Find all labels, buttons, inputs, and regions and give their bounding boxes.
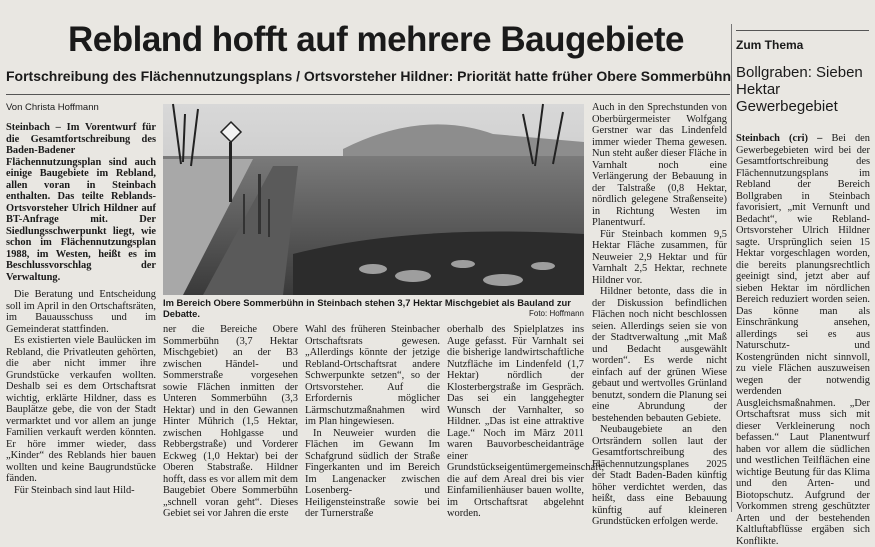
paragraph: Es existierten viele Baulücken im Rebland, die Privatleuten gehörten, die aber nicht immer ihre Grundstücke verkaufen wollten. Deshalb sei es dem Ortschaftsrat wichtig, erklärte Hildner, dass es Bauplätze gebe, die von der Stadt vermarktet und vor allem an junge Familien verkauft werden könnten. Er höre immer wieder, dass „Kinder“ des Reblands hier bauen wollten und keine Baugrundstücke fänden.: [6, 335, 156, 484]
byline: Von Christa Hoffmann: [6, 102, 99, 113]
paragraph: Wahl des früheren Steinbacher Ortschaftsrats gewesen. „Allerdings könnte der jetzige Rebland-Ortschaftsrat andere Schwerpunkte setzen“, so der Ortsvorsteher. Auf die Erfordernis möglicher Lärmschutzmaßnahmen wird im Plan hingewiesen.: [305, 324, 440, 427]
article-subheadline: Fortschreibung des Flächennutzungsplans / Ortsvorsteher Hildner: Priorität hatte früher Obere Sommerbühn: [6, 68, 731, 84]
article-photo: [163, 104, 584, 295]
paragraph: Für Steinbach sind laut Hild-: [14, 484, 135, 496]
article-headline: Rebland hofft auf mehrere Baugebiete: [68, 20, 684, 59]
paragraph: Die Beratung und Entscheidung soll im April in den Ortschaftsräten, im Bauausschuss und im Gemeinderat stattfinden.: [6, 289, 156, 335]
sidebar-title: Bollgraben: Sieben Hektar Gewerbegebiet: [736, 64, 863, 115]
paragraph: In Neuweier wurden die Flächen im Gewann Im Schafgrund südlich der Straße Fingerkanten und im Bereich Im Langenacker zwischen Losenberg- und Heiligensteinstraße sowie bei der Turnerstraße: [305, 427, 440, 519]
column-3: [305, 324, 440, 519]
header-rule: [6, 94, 730, 95]
paragraph: Hildner betonte, dass die in der Diskussion befindlichen Flächen noch nicht beschlossen seien. Allerdings seien sie von der Stadtverwaltung „mit Maß und Bedacht ausgewählt worden“. Es werde nicht einfach auf der grünen Wiese gebaut und wertvolles Grünland benutzt, sondern die Planung sei eine Abrundung der bestehenden bebauten Gebiete.: [592, 286, 727, 424]
landscape-photo-graphic: [163, 104, 584, 295]
paragraph: Neubaugebiete an den Ortsrändern sollen laut der Gesamtfortschreibung des Flächennutzungsplanes 2025 der Stadt Baden-Baden künftig höher verdichtet werden, das heißt, dass eine Bebauung künftig auf kleineren Grundstücken erfolgen werde.: [592, 424, 727, 527]
paragraph: Auch in den Sprechstunden von Oberbürgermeister Wolfgang Gerstner war das Lindenfeld immer wieder Thema gewesen. Nun steht außer dieser Fläche in Varnhalt noch eine Verlängerung der Bebauung in der Talstraße (0,8 Hektar, nördlich gelegene Straßenseite) in Richtung Westen im Planentwurf.: [592, 102, 727, 228]
sidebar-divider: [731, 24, 732, 512]
sidebar-text: Bei den Gewerbegebieten wird bei der Gesamtfortschreibung des Flächennutzungsplans im Rebland der Bereich Bollgraben in Steinbach favorisiert, „mit Vernunft und Bedacht“, wie Rebland-Ortsvorsteher Ulrich Hildner sagte. Ursprünglich seien 15 Hektar vorgeschlagen worden, die bereits planungsrechtlich geeinigt sind, jetzt aber auf sieben Hektar im nördlichen Bereich reduziert worden seien. Das könne man als Einschränkung ansehen, allerdings sei es aus Naturschutz- und Kostengründen nicht sinnvoll, zu viele Flächen auszuweisen wegen der notwendig werdenden Ausgleichsmaßnahmen. „Der Ortschaftsrat muss sich mit dieser Verkleinerung noch befassen.“ Laut Planentwurf haben vor allem die südlichen und westlichen Teilflächen eine wichtige Beutung für das Klima und den Arten- und Biotopschutz. Aufgrund der Vorkommen streng geschützter Arten und der bestehenden Kaltluftabflüsse ergäben sich Konflikte.: [736, 133, 870, 547]
sidebar-lead: Steinbach (cri) –: [736, 133, 823, 144]
sidebar-label: Zum Thema: [736, 38, 804, 52]
sidebar-column: [736, 133, 870, 547]
photo-caption: [163, 297, 584, 319]
article-lead: Steinbach – Im Vorentwurf für die Gesamtfortschreibung des Baden-Badener Flächennutzungsplan sind auch einige Baugebiete im Rebland, allen voran in Steinbach enthalten. Das teilte Reblands-Ortsvorsteher Ulrich Hildner auf BT-Anfrage mit. Der Siedlungsschwerpunkt liegt, wie schon im Flächennutzungsplan 1988, im Westen, heißt es im Beschlussvorschlag der Verwaltung.: [6, 122, 156, 283]
paragraph: oberhalb des Spielplatzes ins Auge gefasst. Für Varnhalt sei die bisherige landwirtschaftliche Nutzfläche im Lindenfeld (1,7 Hektar) nördlich der Klosterbergstraße im Gespräch. Das sei ein langgehegter Wunsch der Varnhalter, so Hildner. „Das ist eine attraktive Lage.“ Noch im März 2011 waren Bauvorbescheidanträge einer Grundstückseigentümergemeinschaft, die auf dem Areal drei bis vier Einfamilienhäuser bauen wollte, im Ortschaftsrat abgelehnt worden.: [447, 324, 605, 519]
column-4: [447, 324, 605, 519]
sidebar-body: [736, 133, 870, 547]
paragraph: Für Steinbach kommen 9,5 Hektar Fläche zusammen, für Neuweier 2,9 Hektar und für Varnhalt 2,5 Hektar, rechnete Hildner vor.: [592, 228, 727, 286]
sidebar-top-rule: [736, 30, 869, 31]
column-1: [6, 122, 156, 512]
photo-credit: Foto: Hoffmann: [529, 309, 584, 318]
paragraph: ner die Bereiche Obere Sommerbühn (3,7 Hektar Mischgebiet) an der B3 zwischen Händel- und Sommerstraße vorgesehen sowie Flächen inmitten der Unteren Sommerbühn (3,3 Hektar) und in den Gewannen Hinter Mührich (1,5 Hektar, zwischen Hohlgasse und Rebbergstraße) und Vorderer Eckweg (1,0 Hektar) bei der Oberen Stabstraße. Hildner hofft, dass es vor allem mit dem Baugebiet Obere Sommerbühn „schnell voran geht“. Dieses Gebiet sei vor Jahren die erste: [163, 324, 298, 519]
photo-caption-text: Im Bereich Obere Sommerbühn in Steinbach stehen 3,7 Hektar Mischgebiet als Bauland zur Debatte.: [163, 297, 571, 319]
column-2: [163, 324, 298, 519]
column-5: [592, 102, 727, 527]
